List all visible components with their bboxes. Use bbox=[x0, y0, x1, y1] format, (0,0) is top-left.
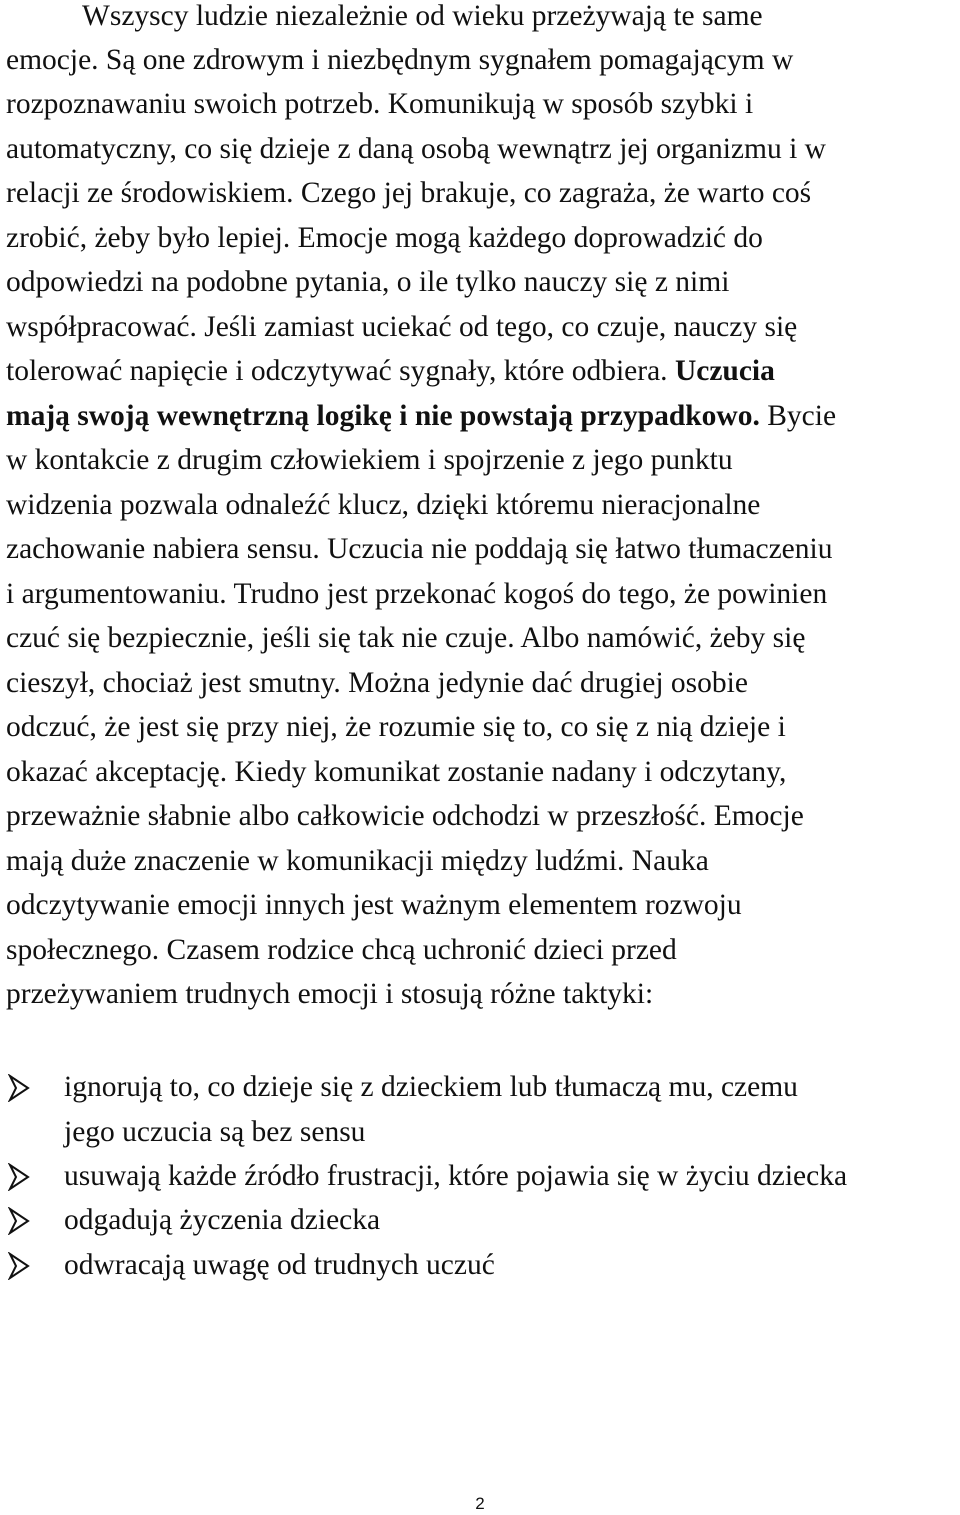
arrow-bullet-icon bbox=[8, 1074, 30, 1102]
bullet-text: ignorują to, co dzieje się z dzieckiem lub tłumaczą mu, czemu bbox=[64, 1071, 798, 1103]
text-run: tolerować napięcie i odczytywać sygnały, które odbiera. bbox=[6, 355, 668, 387]
arrow-bullet-icon bbox=[8, 1163, 30, 1191]
bullet-text: odwracają uwagę od trudnych uczuć bbox=[64, 1249, 495, 1281]
paragraph-line: i argumentowaniu. Trudno jest przekonać kogoś do tego, że powinien bbox=[6, 578, 828, 610]
bold-text-run: mają swoją wewnętrzną logikę i nie powstają przypadkowo. bbox=[6, 400, 760, 432]
paragraph-line: współpracować. Jeśli zamiast uciekać od tego, co czuje, nauczy się bbox=[6, 311, 798, 343]
paragraph-line: mają duże znaczenie w komunikacji między ludźmi. Nauka bbox=[6, 845, 709, 877]
paragraph-line: automatyczny, co się dzieje z daną osobą wewnątrz jej organizmu i w bbox=[6, 133, 826, 165]
paragraph-line: odpowiedzi na podobne pytania, o ile tylko nauczy się z nimi bbox=[6, 266, 730, 298]
text-run: Bycie bbox=[767, 400, 837, 432]
paragraph-line: przeżywaniem trudnych emocji i stosują różne taktyki: bbox=[6, 978, 654, 1010]
paragraph-line: okazać akceptację. Kiedy komunikat zostanie nadany i odczytany, bbox=[6, 756, 787, 788]
paragraph-line bbox=[6, 349, 775, 393]
arrow-bullet-icon bbox=[8, 1252, 30, 1280]
paragraph-line: widzenia pozwala odnaleźć klucz, dzięki któremu nieracjonalne bbox=[6, 489, 761, 521]
bullet-text-continued: jego uczucia są bez sensu bbox=[64, 1116, 366, 1148]
paragraph-line: czuć się bezpiecznie, jeśli się tak nie czuje. Albo namówić, żeby się bbox=[6, 622, 806, 654]
bullet-text: usuwają każde źródło frustracji, które pojawia się w życiu dziecka bbox=[64, 1160, 848, 1192]
paragraph-line: Wszyscy ludzie niezależnie od wieku przeżywają te same bbox=[82, 0, 763, 32]
paragraph-line bbox=[6, 394, 836, 438]
paragraph-line: cieszył, chociaż jest smutny. Można jedynie dać drugiej osobie bbox=[6, 667, 748, 699]
paragraph-line: zrobić, żeby było lepiej. Emocje mogą każdego doprowadzić do bbox=[6, 222, 763, 254]
paragraph-line: społecznego. Czasem rodzice chcą uchronić dzieci przed bbox=[6, 934, 677, 966]
paragraph-line: emocje. Są one zdrowym i niezbędnym sygnałem pomagającym w bbox=[6, 44, 794, 76]
page-number: 2 bbox=[475, 1494, 485, 1513]
paragraph-line: relacji ze środowiskiem. Czego jej brakuje, co zagraża, że warto coś bbox=[6, 177, 812, 209]
paragraph-line: zachowanie nabiera sensu. Uczucia nie poddają się łatwo tłumaczeniu bbox=[6, 533, 833, 565]
paragraph-line: w kontakcie z drugim człowiekiem i spojrzenie z jego punktu bbox=[6, 444, 733, 476]
paragraph-line: przeważnie słabnie albo całkowicie odchodzi w przeszłość. Emocje bbox=[6, 800, 804, 832]
paragraph-line: odczuć, że jest się przy niej, że rozumie się to, co się z nią dzieje i bbox=[6, 711, 786, 743]
paragraph-line: rozpoznawaniu swoich potrzeb. Komunikują w sposób szybki i bbox=[6, 88, 754, 120]
paragraph-line: odczytywanie emocji innych jest ważnym elementem rozwoju bbox=[6, 889, 742, 921]
bullet-text: odgadują życzenia dziecka bbox=[64, 1204, 381, 1236]
bold-text-run: Uczucia bbox=[674, 355, 775, 387]
arrow-bullet-icon bbox=[8, 1207, 30, 1235]
